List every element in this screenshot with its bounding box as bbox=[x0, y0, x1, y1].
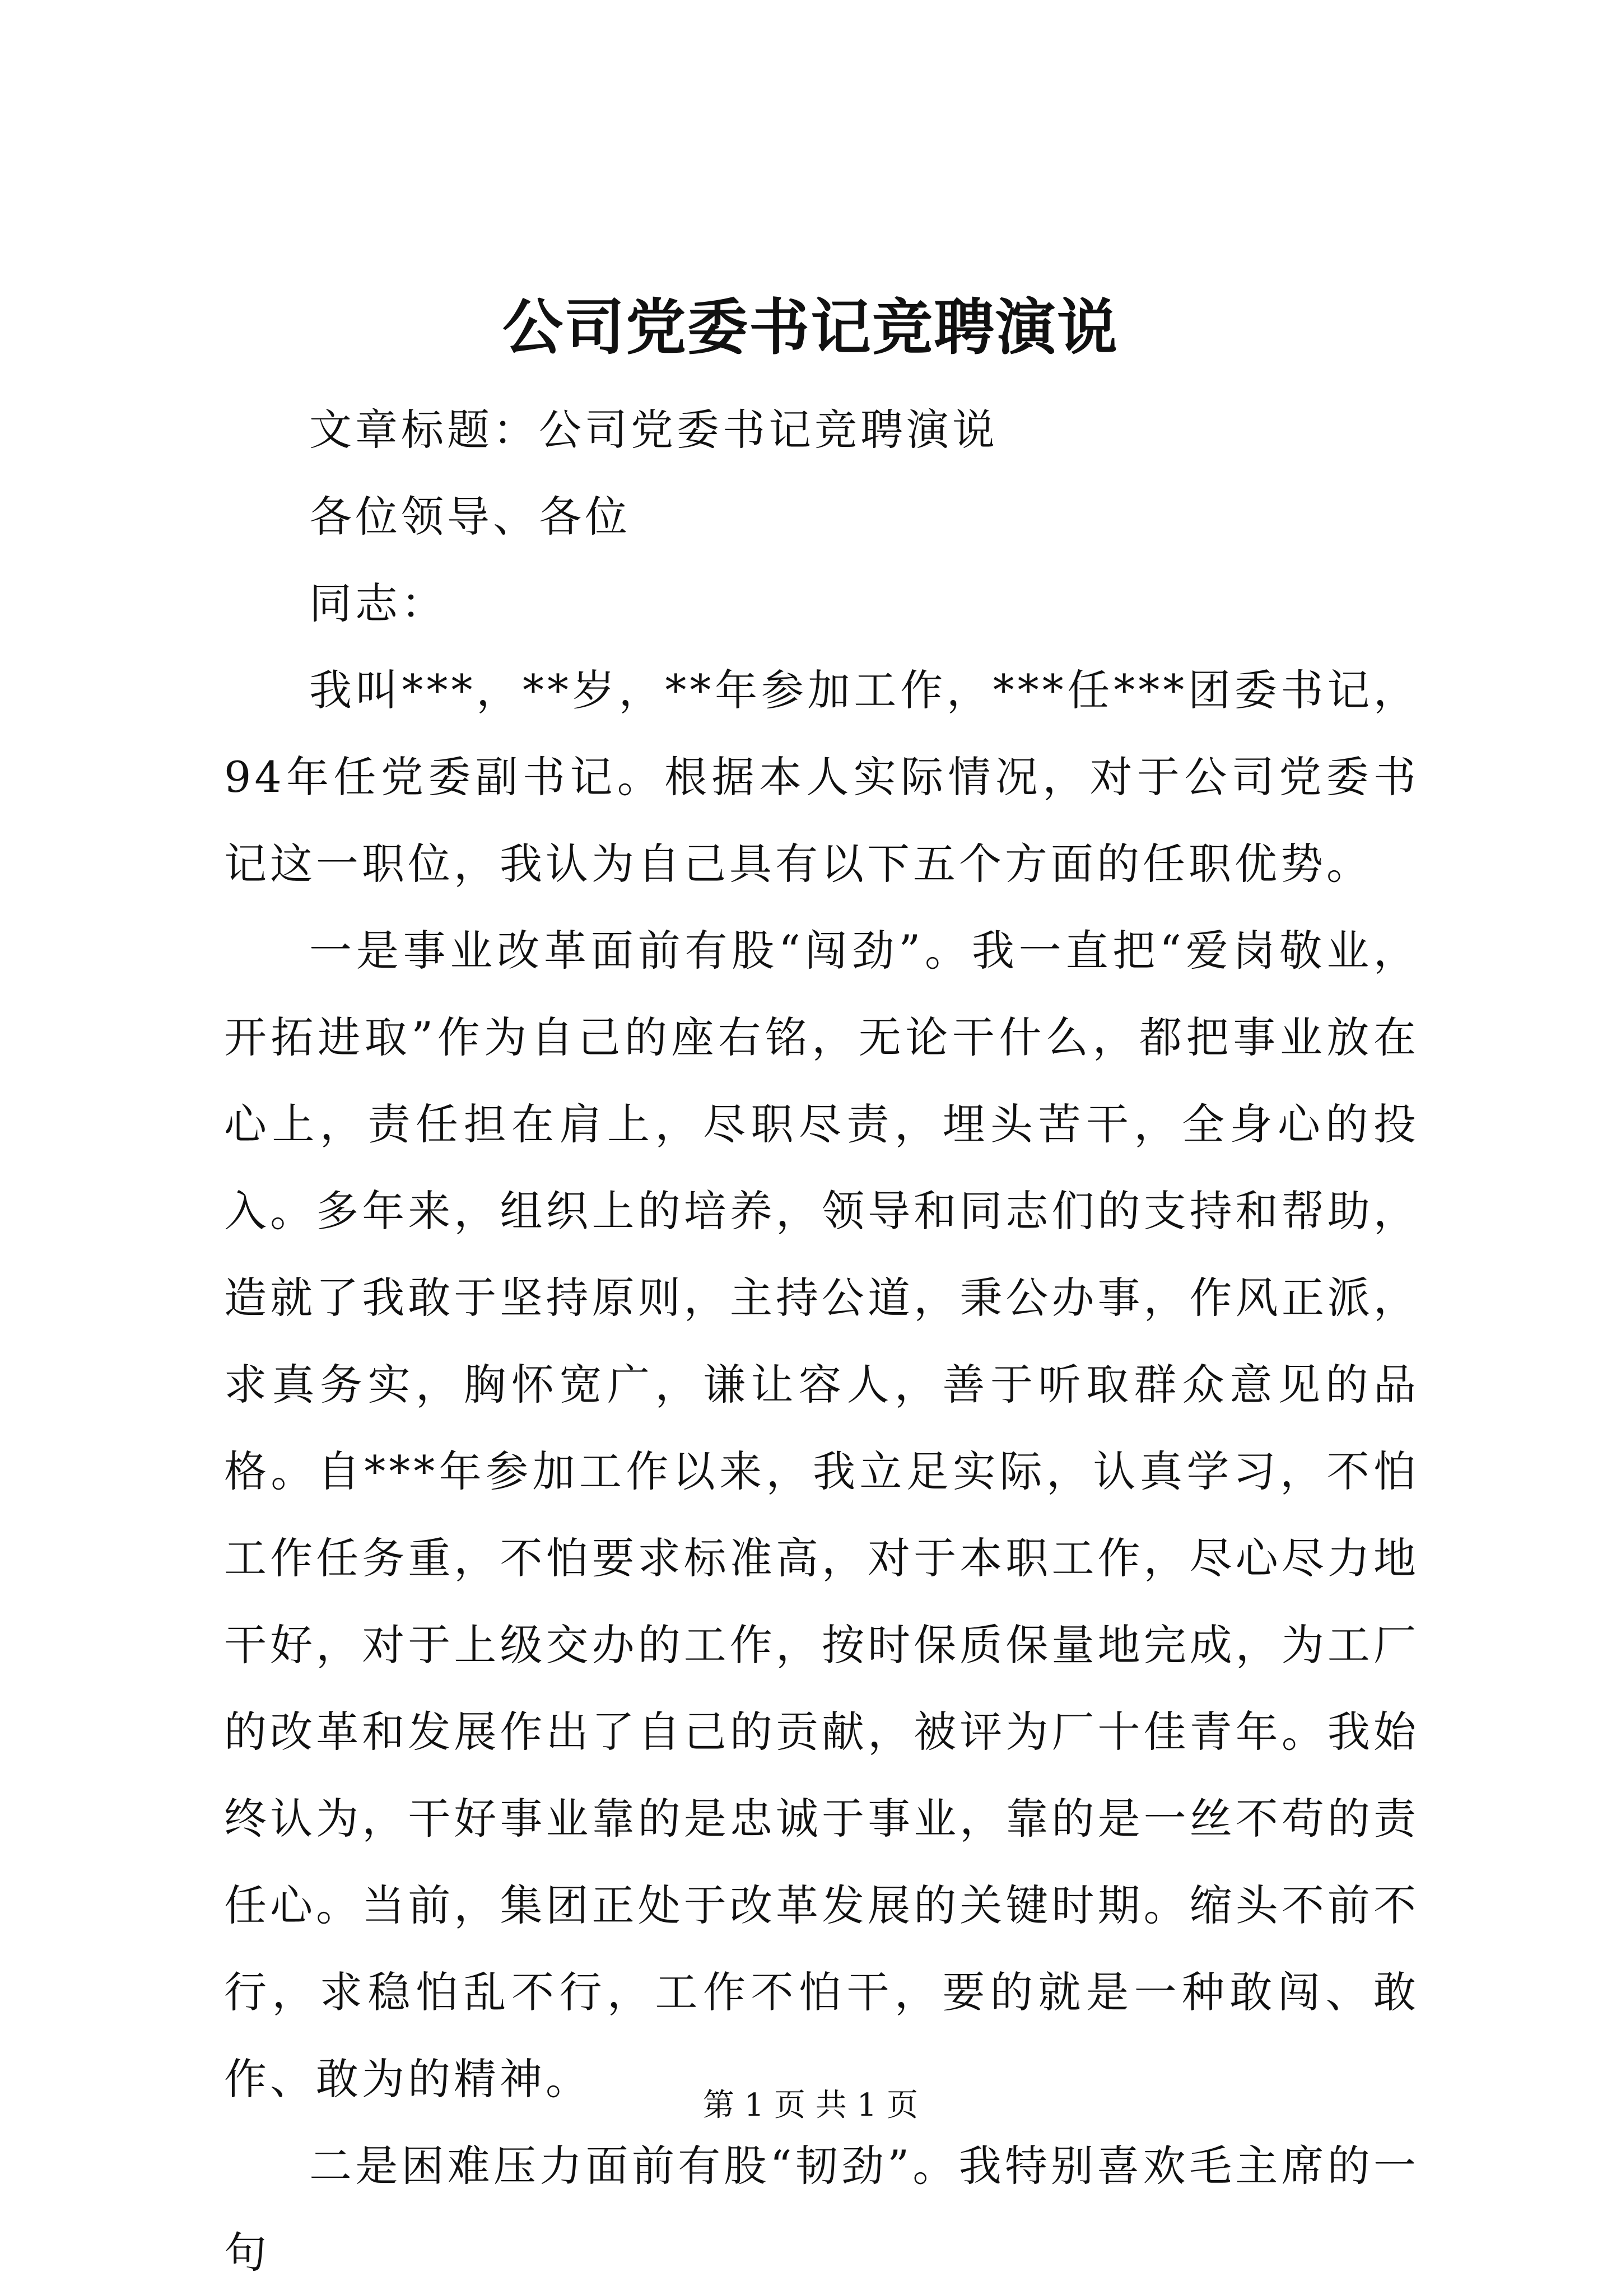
salutation-line: 各位领导、各位 bbox=[309, 492, 631, 542]
document-body bbox=[224, 386, 1419, 2296]
point-two-paragraph: 二是困难压力面前有股“韧劲”。我特别喜欢毛主席的一句 bbox=[224, 2141, 1419, 2278]
page-footer: 第 1 页 共 1 页 bbox=[702, 2087, 919, 2124]
intro-paragraph: 我叫***，**岁，**年参加工作，***任***团委书记，94年任党委副书记。根据本人实际情况，对于公司党委书记这一职位，我认为自己具有以下五个方面的任职优势。 bbox=[224, 665, 1419, 889]
salutation-continuation: 同志： bbox=[309, 578, 447, 628]
document-title: 公司党委书记竞聘演说 bbox=[502, 292, 1119, 363]
article-title-line: 文章标题：公司党委书记竞聘演说 bbox=[309, 405, 998, 455]
point-one-paragraph: 一是事业改革面前有股“闯劲”。我一直把“爱岗敬业，开拓进取”作为自己的座右铭，无论干什么，都把事业放在心上，责任担在肩上，尽职尽责，埋头苦干，全身心的投入。多年来，组织上的培养，领导和同志们的支持和帮助，造就了我敢于坚持原则，主持公道，秉公办事，作风正派，求真务实，胸怀宽广，谦让容人，善于听取群众意见的品格。自***年参加工作以来，我立足实际，认真学习，不怕工作任务重，不怕要求标准高，对于本职工作，尽心尽力地干好，对于上级交办的工作，按时保质保量地完成，为工厂的改革和发展作出了自己的贡献，被评为厂十佳青年。我始终认为，干好事业靠的是忠诚于事业，靠的是一丝不苟的责任心。当前，集团正处于改革发展的关键时期。缩头不前不行，求稳怕乱不行，工作不怕干，要的就是一种敢闯、敢作、敢为的精神。 bbox=[224, 926, 1419, 2104]
